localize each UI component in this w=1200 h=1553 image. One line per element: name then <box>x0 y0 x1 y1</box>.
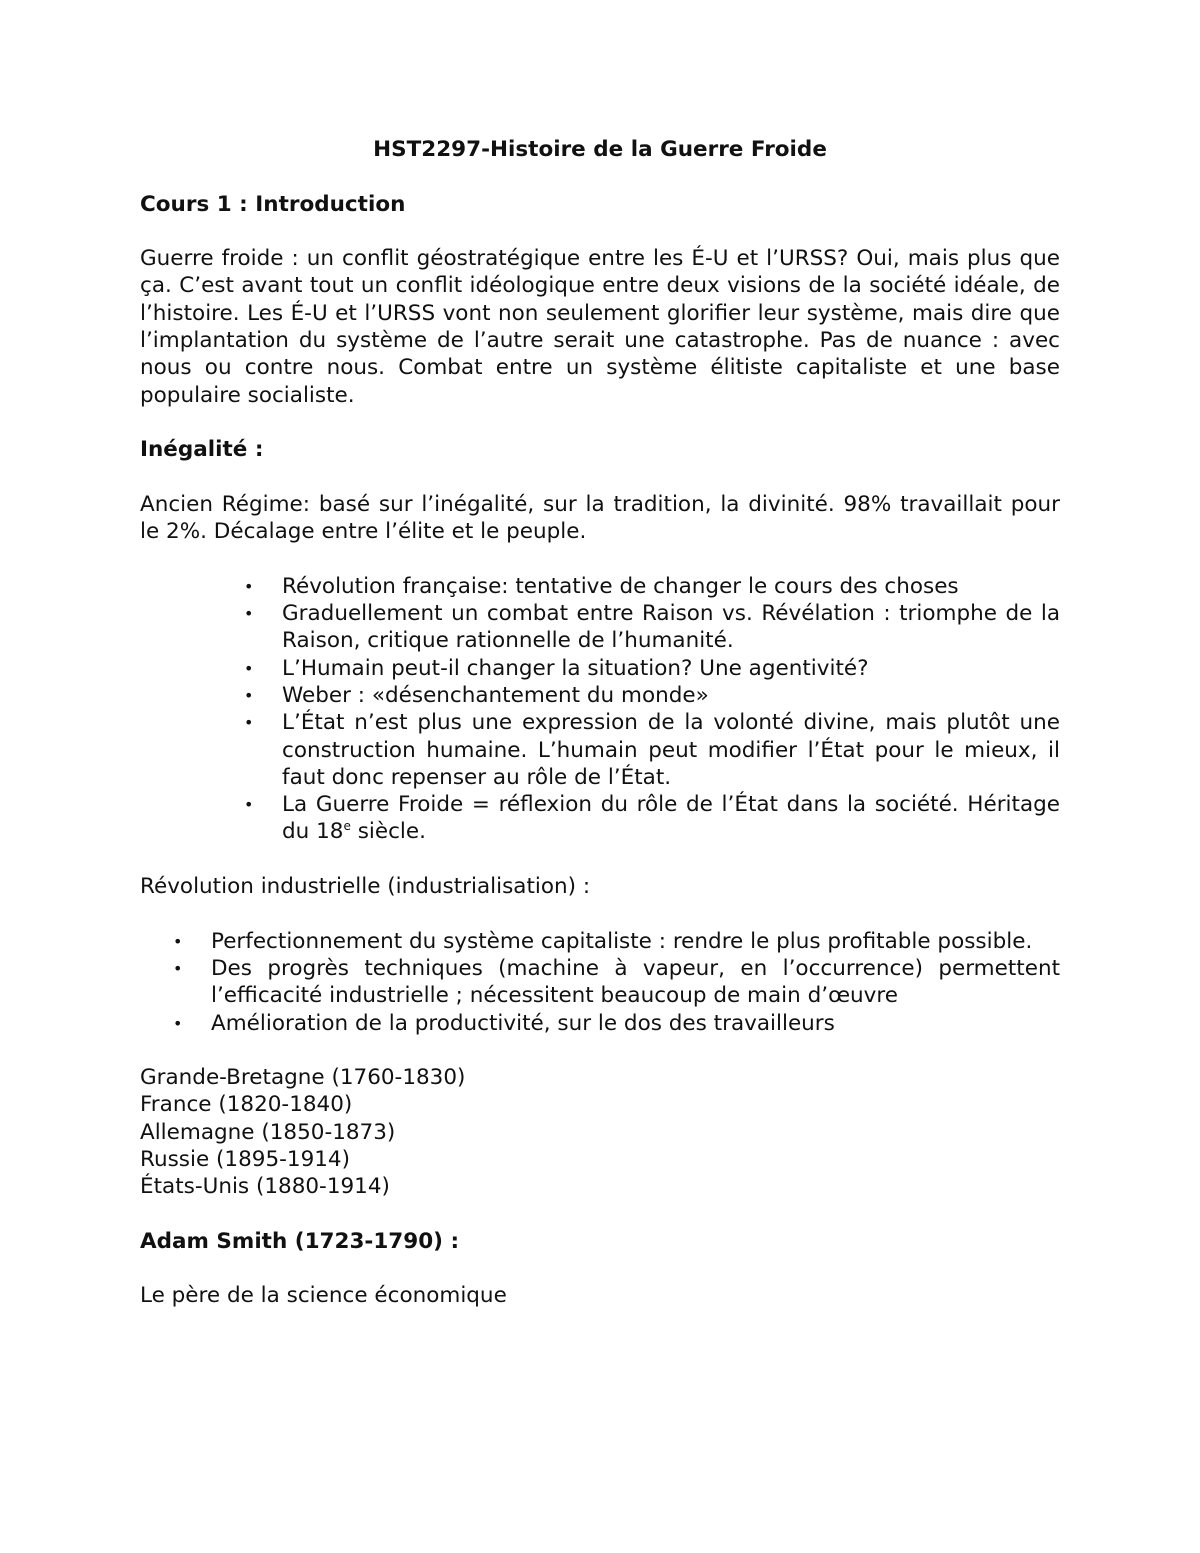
industrial-bullet-list <box>140 928 1060 1037</box>
superscript: e <box>343 819 351 834</box>
bullet-icon: • <box>173 931 183 951</box>
industrial-heading: Révolution industrielle (industrialisation) : <box>140 874 591 900</box>
list-item: • Weber : «désenchantement du monde» <box>244 682 709 708</box>
smith-text: Le père de la science économique <box>140 1283 507 1309</box>
bullet-icon: • <box>244 658 254 678</box>
list-item: • Révolution française: tentative de changer le cours des choses <box>244 573 959 599</box>
country-line: États-Unis (1880-1914) <box>140 1174 390 1200</box>
document-title: HST2297-Histoire de la Guerre Froide <box>373 137 827 162</box>
inequality-bullet-list <box>140 573 1060 846</box>
smith-heading: Adam Smith (1723-1790) : <box>140 1228 460 1254</box>
course-heading: Cours 1 : Introduction <box>140 191 406 217</box>
bullet-icon: • <box>244 576 254 596</box>
country-line: France (1820-1840) <box>140 1092 353 1118</box>
ancien-regime-paragraph: Ancien Régime: basé sur l’inégalité, sur la tradition, la divinité. 98% travaillait pour le 2%. Décalage entre l’élite et le peuple. <box>140 491 1060 545</box>
inequality-heading: Inégalité : <box>140 437 264 463</box>
bullet-icon: • <box>244 685 254 705</box>
country-list <box>140 1064 1060 1200</box>
list-item: • L’Humain peut-il changer la situation? Une agentivité? <box>244 655 869 681</box>
list-item: • Amélioration de la productivité, sur le dos des travailleurs <box>173 1010 835 1036</box>
bullet-icon: • <box>244 604 254 624</box>
list-item: • Des progrès techniques (machine à vapeur, en l’occurrence) permettent l’efficacité industrielle ; nécessitent beaucoup de main d’œuvre <box>173 955 1060 1009</box>
list-item: • L’État n’est plus une expression de la volonté divine, mais plutôt une construction humaine. L’humain peut modifier l’État pour le mieux, il faut donc repenser au rôle de l’État. <box>244 710 1060 790</box>
bullet-icon: • <box>173 958 183 978</box>
list-item: • La Guerre Froide = réflexion du rôle de l’État dans la société. Héritage du 18e siècle. <box>244 792 1060 845</box>
bullet-icon: • <box>244 713 254 733</box>
country-line: Grande-Bretagne (1760-1830) <box>140 1065 466 1091</box>
country-line: Allemagne (1850-1873) <box>140 1119 396 1145</box>
list-item: • Graduellement un combat entre Raison vs. Révélation : triomphe de la Raison, critique rationnelle de l’humanité. <box>244 601 1060 654</box>
document-page <box>140 136 1060 1310</box>
bullet-icon: • <box>244 795 254 815</box>
country-line: Russie (1895-1914) <box>140 1146 351 1172</box>
list-item: • Perfectionnement du système capitaliste : rendre le plus profitable possible. <box>173 928 1033 954</box>
intro-paragraph: Guerre froide : un conflit géostratégique entre les É-U et l’URSS? Oui, mais plus que ça. C’est avant tout un conflit idéologique entre deux visions de la société idéale, de l’histoire. Les É-U et l’URSS vont non seulement glorifier leur système, mais dire que l’implantation du système de l’autre serait une catastrophe. Pas de nuance : avec nous ou contre nous. Combat entre un système élitiste capitaliste et une base populaire socialiste. <box>140 246 1060 408</box>
bullet-icon: • <box>173 1013 183 1033</box>
